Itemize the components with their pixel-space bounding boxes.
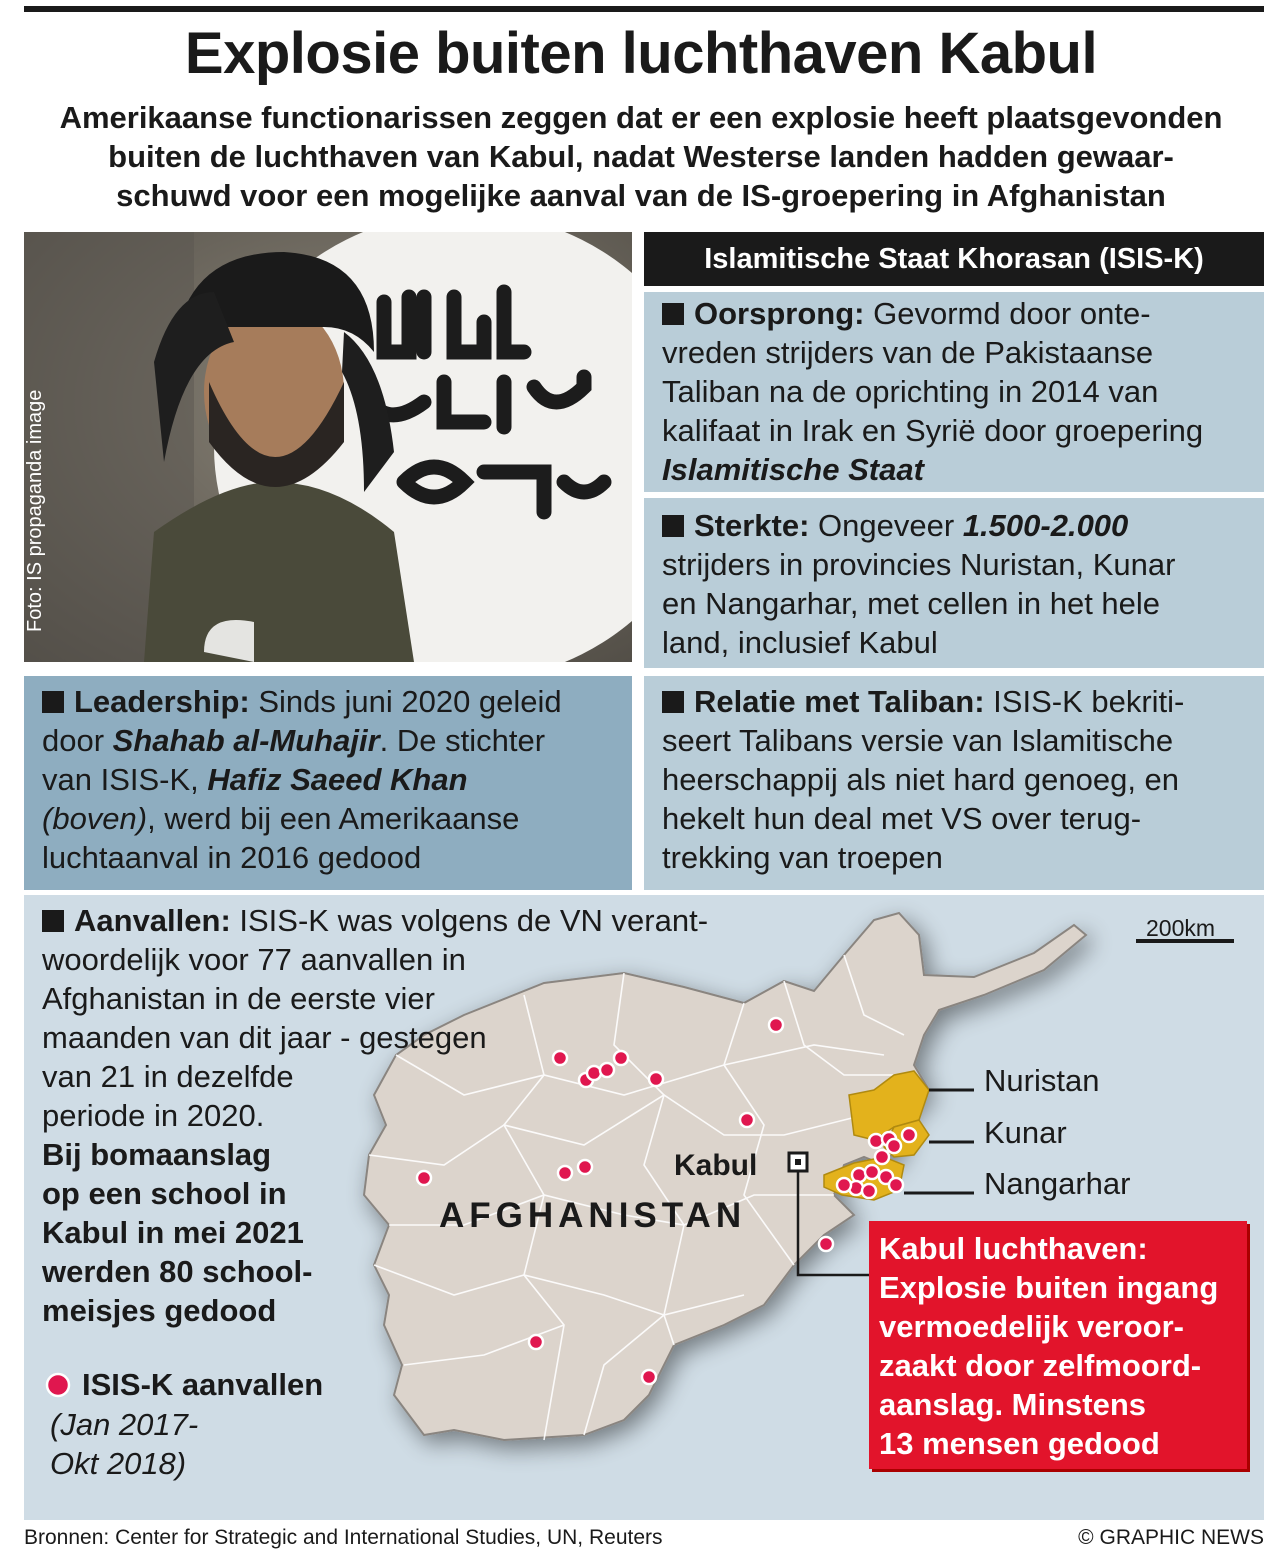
aanvallen-line: ISIS-K was volgens de VN verant- — [230, 903, 709, 938]
oorsprong-line: Gevormd door onte- — [864, 296, 1151, 331]
legend-dot-icon — [47, 1374, 69, 1396]
relatie-label: Relatie met Taliban: — [694, 684, 985, 719]
subtitle-line: Amerikaanse functionarissen zeggen dat er een explosie heeft plaatsgevonden — [59, 100, 1223, 135]
callout-line: Explosie buiten ingang — [879, 1270, 1219, 1305]
leadership-line: , werd bij een Amerikaanse — [147, 801, 520, 836]
sterkte-line: land, inclusief Kabul — [662, 625, 938, 660]
oorsprong-text — [662, 294, 1203, 489]
leader-photo — [24, 232, 632, 662]
subtitle-line: buiten de luchthaven van Kabul, nadat Westerse landen hadden gewaar- — [108, 139, 1174, 174]
founder-name: Hafiz Saeed Khan — [207, 762, 468, 797]
callout-line: Kabul luchthaven: — [879, 1231, 1148, 1266]
country-label: AFGHANISTAN — [439, 1196, 747, 1235]
bullet-square-icon — [662, 515, 684, 537]
sterkte-number: 1.500-2.000 — [962, 508, 1129, 543]
leadership-line: Sinds juni 2020 geleid — [249, 684, 562, 719]
sterkte-line: strijders in provincies Nuristan, Kunar — [662, 547, 1176, 582]
page-title: Explosie buiten luchthaven Kabul — [184, 21, 1098, 86]
section-header: Islamitische Staat Khorasan (ISIS-K) — [644, 232, 1264, 286]
callout-line: vermoedelijk veroor- — [879, 1309, 1184, 1344]
label-kunar: Kunar — [984, 1115, 1067, 1150]
leadership-text — [42, 682, 562, 877]
aanvallen-line: van 21 in dezelfde — [42, 1059, 294, 1094]
bullet-square-icon — [42, 691, 64, 713]
sterkte-pre: Ongeveer — [809, 508, 963, 543]
aanvallen-line: periode in 2020. — [42, 1098, 265, 1133]
sterkte-line: en Nangarhar, met cellen in het hele — [662, 586, 1161, 621]
legend-period — [50, 1405, 198, 1483]
label-nangarhar: Nangarhar — [984, 1166, 1131, 1201]
relatie-text — [662, 682, 1184, 877]
aanvallen-bold-line: Bij bomaanslag — [42, 1137, 272, 1172]
oorsprong-emphasis: Islamitische Staat — [662, 452, 924, 487]
airport-callout — [869, 1221, 1247, 1469]
sterkte-label: Sterkte: — [694, 508, 810, 543]
aanvallen-bold-line: werden 80 school- — [42, 1254, 313, 1289]
sources-footer: Bronnen: Center for Strategic and International Studies, UN, Reuters — [24, 1526, 663, 1549]
panel-oorsprong — [644, 292, 1264, 492]
leadership-line: . De stichter — [379, 723, 546, 758]
aanvallen-bold-line: op een school in — [42, 1176, 287, 1211]
aanvallen-label: Aanvallen: — [74, 903, 231, 938]
label-nuristan: Nuristan — [984, 1063, 1100, 1098]
panel-sterkte — [644, 498, 1264, 668]
callout-line: aanslag. Minstens — [879, 1387, 1147, 1422]
scale-label: 200km — [1146, 915, 1216, 941]
relatie-line: trekking van troepen — [662, 840, 943, 875]
leadership-aside: (boven) — [42, 801, 148, 836]
aanvallen-line: woordelijk voor 77 aanvallen in — [42, 942, 466, 977]
oorsprong-line: vreden strijders van de Pakistaanse — [662, 335, 1154, 370]
bullet-square-icon — [662, 303, 684, 325]
oorsprong-line: kalifaat in Irak en Syrië door groepering — [662, 413, 1204, 448]
legend-period-line: (Jan 2017- — [50, 1407, 199, 1442]
callout-line: 13 mensen gedood — [879, 1426, 1160, 1461]
relatie-line: hekelt hun deal met VS over terug- — [662, 801, 1142, 836]
relatie-line: heerschappij als niet hard genoeg, en — [662, 762, 1180, 797]
leadership-label: Leadership: — [74, 684, 250, 719]
leadership-line: luchtaanval in 2016 gedood — [42, 840, 422, 875]
aanvallen-line: maanden van dit jaar - gestegen — [42, 1020, 487, 1055]
oorsprong-label: Oorsprong: — [694, 296, 865, 331]
page-subtitle — [20, 98, 1262, 215]
aanvallen-line: Afghanistan in de eerste vier — [42, 981, 435, 1016]
leader-name: Shahab al-Muhajir — [112, 723, 380, 758]
callout-line: zaakt door zelfmoord- — [879, 1348, 1202, 1383]
aanvallen-bold-line: Kabul in mei 2021 — [42, 1215, 304, 1250]
relatie-line: seert Talibans versie van Islamitische — [662, 723, 1174, 758]
oorsprong-line: Taliban na de oprichting in 2014 van — [662, 374, 1159, 409]
bullet-square-icon — [42, 910, 64, 932]
leadership-line: van ISIS-K, — [42, 762, 208, 797]
aanvallen-bold-line: meisjes gedood — [42, 1293, 277, 1328]
panel-relatie — [644, 676, 1264, 890]
aanvallen-text — [42, 901, 708, 1330]
panel-leadership — [24, 676, 632, 890]
legend-period-line: Okt 2018) — [50, 1446, 187, 1481]
leadership-line: door — [42, 723, 113, 758]
bullet-square-icon — [662, 691, 684, 713]
legend-label: ISIS-K aanvallen — [82, 1367, 324, 1402]
copyright-footer: © GRAPHIC NEWS — [1078, 1526, 1264, 1549]
relatie-line: ISIS-K bekriti- — [984, 684, 1185, 719]
subtitle-line: schuwd voor een mogelijke aanval van de IS-groepering in Afghanistan — [116, 178, 1166, 213]
kabul-label: Kabul — [674, 1149, 758, 1182]
photo-credit: Foto: IS propaganda image — [24, 389, 46, 632]
sterkte-text — [662, 506, 1175, 662]
top-rule — [24, 6, 1264, 12]
